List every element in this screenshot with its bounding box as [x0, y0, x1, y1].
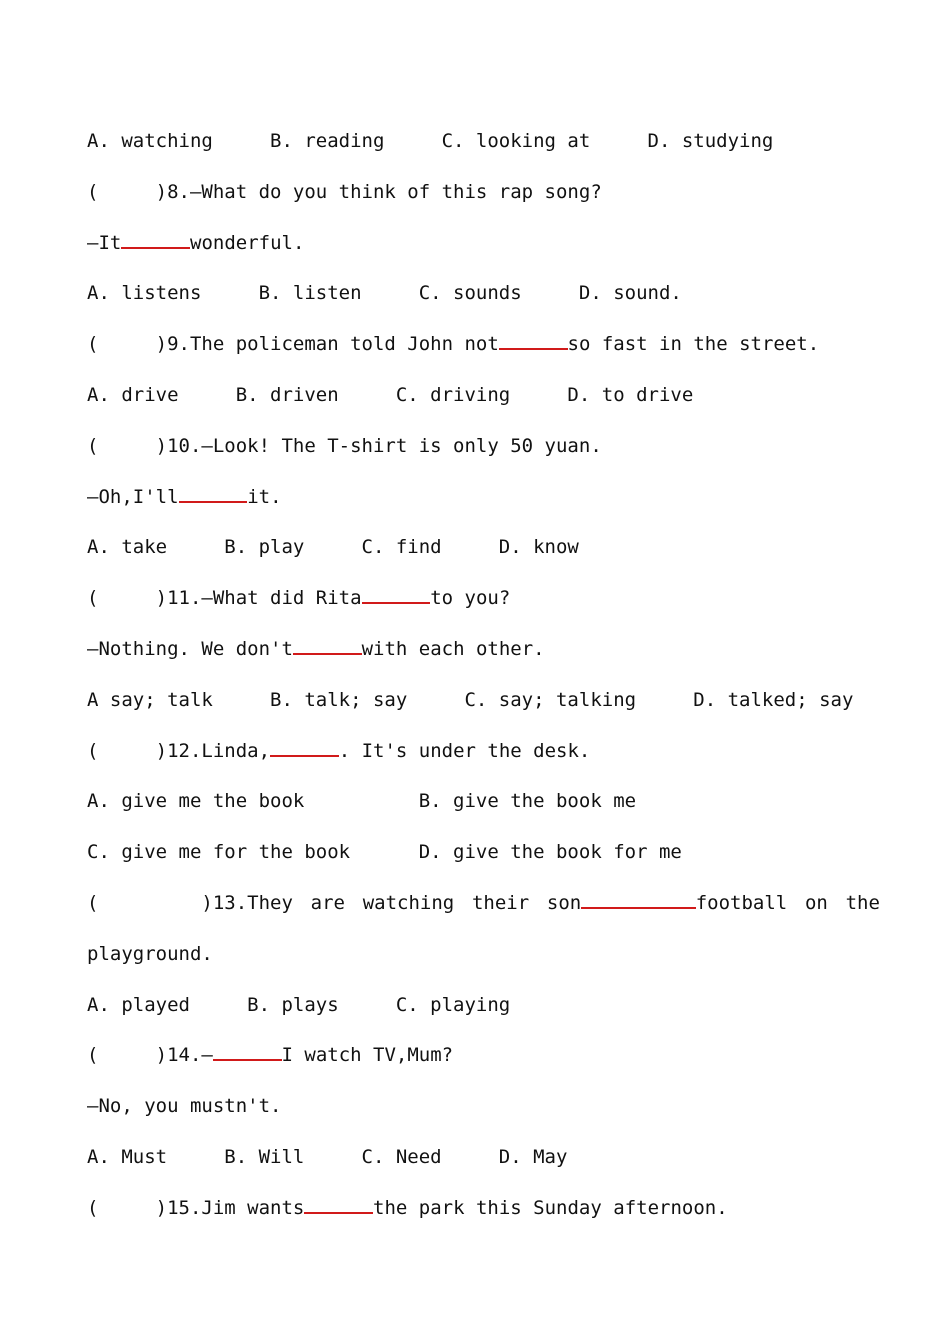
question-text: football: [695, 892, 788, 914]
question-text: A. played B. plays C. playing: [87, 993, 511, 1016]
question-text: the park this Sunday afternoon.: [373, 1196, 728, 1219]
text-line: [87, 786, 880, 816]
text-line: [87, 837, 880, 867]
text-line: [87, 939, 880, 969]
answer-blank: [581, 889, 696, 909]
text-line: [87, 1040, 880, 1070]
question-text: A. take B. play C. find D. know: [87, 536, 579, 559]
question-text: playground.: [87, 942, 213, 965]
text-line: [87, 736, 880, 766]
question-text: ( )14.—: [87, 1044, 213, 1067]
text-line: [87, 583, 880, 613]
answer-blank: [179, 483, 248, 503]
question-text: their: [471, 892, 530, 914]
question-text: to you?: [430, 587, 511, 610]
answer-blank: [362, 584, 431, 604]
justified-word: [805, 888, 828, 918]
question-text: the: [845, 892, 880, 914]
question-text: A. drive B. driven C. driving D. to drive: [87, 384, 694, 406]
justified-word: [472, 888, 529, 918]
question-text: so fast in the street.: [567, 333, 820, 356]
justified-word: [547, 888, 787, 918]
question-text: ( )11.—What did Rita: [87, 587, 362, 610]
question-text: watching: [362, 892, 455, 914]
text-line: [87, 431, 880, 461]
text-line: [87, 1193, 880, 1223]
text-line: [87, 329, 880, 359]
text-line: [87, 888, 880, 918]
question-text: I watch TV,Mum?: [281, 1044, 454, 1067]
question-text: —Nothing. We don't: [87, 638, 293, 660]
question-text: ( )9.The policeman told John not: [87, 333, 499, 356]
answer-blank: [213, 1041, 282, 1061]
text-line: [87, 228, 880, 258]
answer-blank: [499, 330, 568, 350]
question-text: A. give me the book B. give the book me: [87, 790, 637, 813]
question-text: it.: [247, 485, 282, 508]
question-text: son: [546, 892, 582, 914]
text-line: [87, 685, 880, 715]
justified-word: [846, 888, 880, 918]
question-text: ( )15.Jim wants: [87, 1196, 305, 1219]
justified-word: [87, 888, 293, 918]
justified-word: [363, 888, 455, 918]
text-line: [87, 1091, 880, 1121]
justified-word: [311, 888, 345, 918]
question-text: —No, you mustn't.: [87, 1095, 282, 1118]
question-text: ( )12.Linda,: [87, 739, 271, 762]
question-text: C. give me for the book D. give the book for me: [87, 841, 682, 864]
text-line: [87, 482, 880, 512]
question-text: . It's under the desk.: [338, 739, 591, 762]
question-text: A. watching B. reading C. looking at D. studying: [87, 130, 774, 152]
question-text: —Oh,I'll: [87, 485, 179, 508]
question-text: ( )8.—What do you think of this rap song?: [87, 180, 602, 203]
question-text: with each other.: [361, 638, 545, 660]
text-line: [87, 1142, 880, 1172]
question-text: are: [310, 892, 345, 914]
question-text: A. Must B. Will C. Need D. May: [87, 1146, 568, 1168]
question-text: A say; talk B. talk; say C. say; talking D. talked; say: [87, 688, 854, 711]
text-line: [87, 126, 880, 156]
answer-blank: [121, 229, 190, 249]
question-text: A. listens B. listen C. sounds D. sound.: [87, 282, 682, 305]
question-text: ( )13.They: [87, 892, 293, 914]
question-text: on: [804, 892, 828, 914]
text-line: [87, 634, 880, 664]
answer-blank: [270, 737, 339, 757]
text-line: [87, 278, 880, 308]
text-line: [87, 177, 880, 207]
question-text: —It: [87, 231, 122, 254]
text-line: [87, 380, 880, 410]
text-line: [87, 532, 880, 562]
answer-blank: [304, 1194, 373, 1214]
answer-blank: [293, 635, 362, 655]
text-line: [87, 990, 880, 1020]
question-text: wonderful.: [190, 231, 305, 254]
question-text: ( )10.—Look! The T-shirt is only 50 yuan.: [87, 434, 602, 457]
